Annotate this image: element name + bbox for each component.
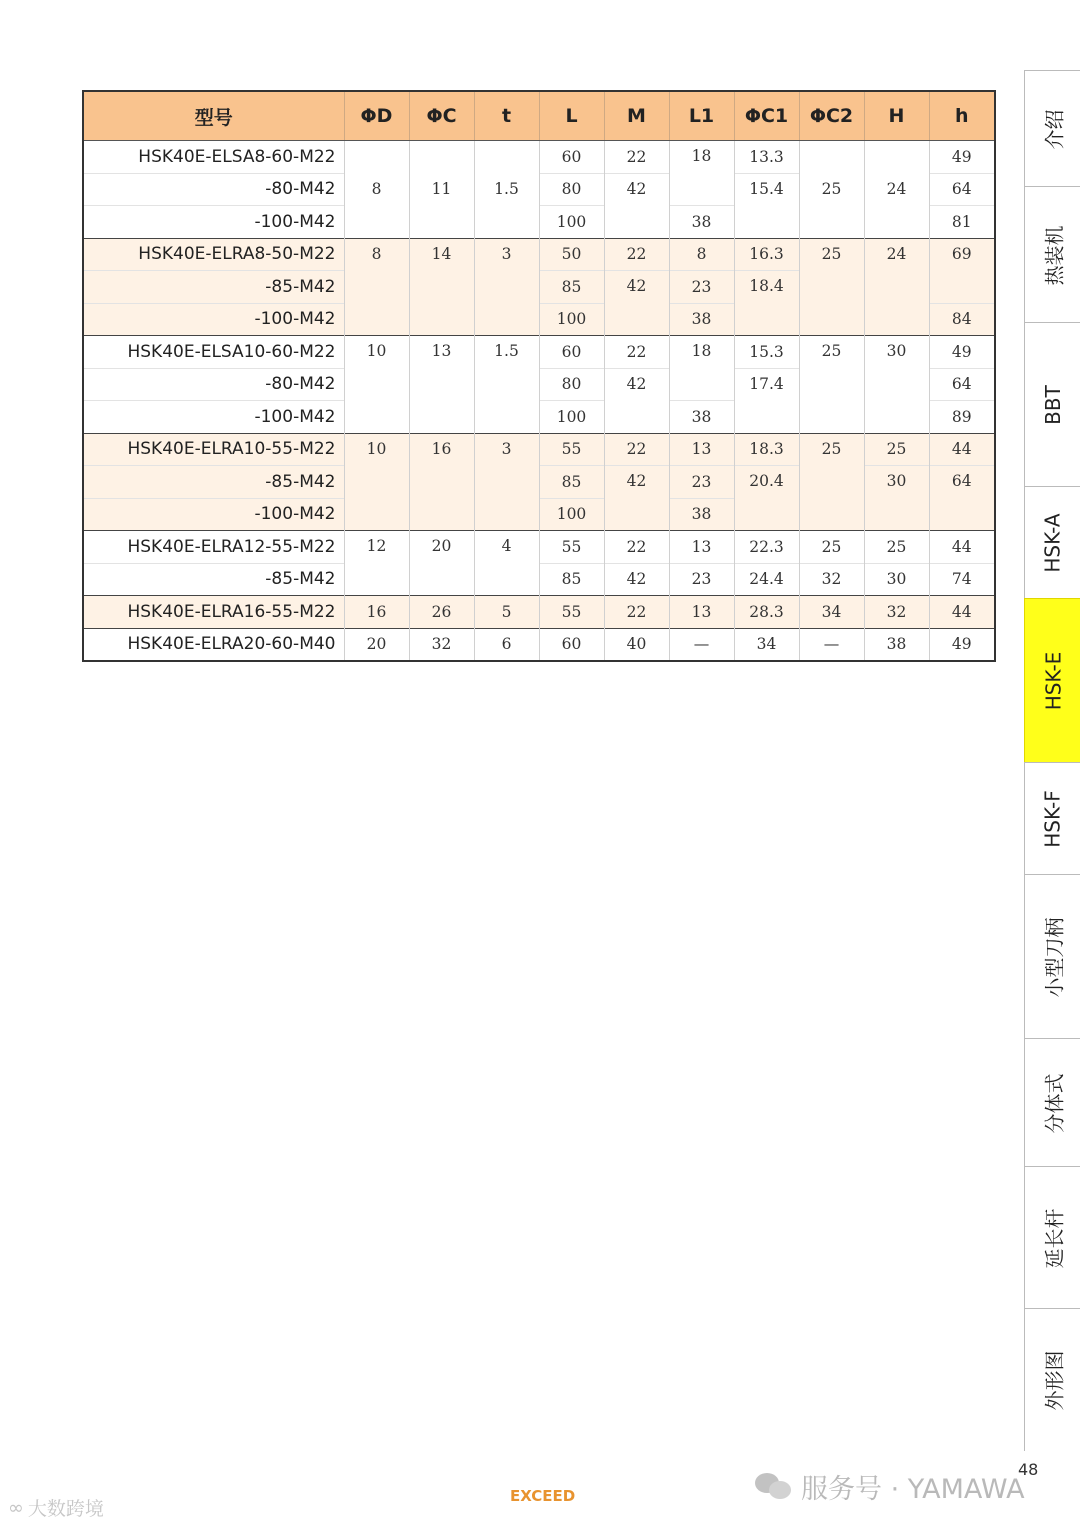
cell-h-lower: 49 bbox=[929, 628, 995, 661]
cell-c1: 16.3 bbox=[734, 238, 799, 271]
cell-m: 40 bbox=[604, 628, 669, 661]
cell-c2: 25 bbox=[799, 531, 864, 564]
tab-split-type[interactable] bbox=[1024, 1038, 1080, 1167]
cell-m: 22 bbox=[604, 531, 669, 564]
cell-l1: — bbox=[669, 628, 734, 661]
cell-c1: 15.4 bbox=[734, 173, 799, 238]
cell-l: 100 bbox=[539, 206, 604, 239]
cell-t: 1.5 bbox=[474, 141, 539, 239]
header-d: ΦD bbox=[344, 91, 409, 141]
tab-label: HSK-F bbox=[1041, 790, 1066, 848]
watermark-service bbox=[755, 1467, 1025, 1506]
cell-h-lower: 69 bbox=[929, 238, 995, 303]
model-cell: HSK40E-ELRA20-60-M40 bbox=[83, 628, 344, 661]
cell-l: 55 bbox=[539, 531, 604, 564]
cell-l1: 38 bbox=[669, 206, 734, 239]
header-h-upper: H bbox=[864, 91, 929, 141]
cell-m: 42 bbox=[604, 368, 669, 433]
cell-c: 32 bbox=[409, 628, 474, 661]
cell-l1: 38 bbox=[669, 303, 734, 336]
tab-label: BBT bbox=[1040, 385, 1065, 425]
cell-c2: 25 bbox=[799, 433, 864, 531]
cell-m: 22 bbox=[604, 141, 669, 174]
cell-c1: 24.4 bbox=[734, 563, 799, 596]
table-row bbox=[83, 596, 995, 629]
cell-t: 6 bbox=[474, 628, 539, 661]
cell-m: 22 bbox=[604, 433, 669, 466]
wechat-icon bbox=[755, 1473, 793, 1501]
header-m: M bbox=[604, 91, 669, 141]
cell-l1: 18 bbox=[669, 336, 734, 401]
cell-t: 3 bbox=[474, 238, 539, 336]
cell-m: 42 bbox=[604, 563, 669, 596]
cell-h-upper: 30 bbox=[864, 466, 929, 531]
cell-t: 3 bbox=[474, 433, 539, 531]
cell-d: 12 bbox=[344, 531, 409, 596]
cell-h-lower: 74 bbox=[929, 563, 995, 596]
cell-l1: 38 bbox=[669, 498, 734, 531]
infinity-icon: ∞ bbox=[8, 1496, 24, 1519]
cell-l: 60 bbox=[539, 141, 604, 174]
cell-c: 11 bbox=[409, 141, 474, 239]
watermark-left-text: 大数跨境 bbox=[27, 1498, 104, 1520]
cell-l: 100 bbox=[539, 303, 604, 336]
cell-h-lower: 49 bbox=[929, 336, 995, 369]
model-cell: HSK40E-ELRA12-55-M22 bbox=[83, 531, 344, 564]
tab-label: 小型刀柄 bbox=[1042, 917, 1067, 997]
cell-c: 20 bbox=[409, 531, 474, 596]
model-cell: -100-M42 bbox=[83, 498, 344, 531]
header-l1: L1 bbox=[669, 91, 734, 141]
cell-c2: 34 bbox=[799, 596, 864, 629]
table-row bbox=[83, 563, 995, 596]
spec-table bbox=[82, 90, 996, 662]
cell-l1: 8 bbox=[669, 238, 734, 271]
cell-h-lower: 44 bbox=[929, 531, 995, 564]
table-row bbox=[83, 238, 995, 271]
brand-logo: EXCEED bbox=[510, 1487, 576, 1505]
cell-c1: 20.4 bbox=[734, 466, 799, 531]
cell-l: 85 bbox=[539, 466, 604, 499]
model-cell: HSK40E-ELRA16-55-M22 bbox=[83, 596, 344, 629]
cell-l: 80 bbox=[539, 368, 604, 401]
cell-l1: 23 bbox=[669, 271, 734, 304]
cell-l1: 23 bbox=[669, 563, 734, 596]
cell-h-lower: 44 bbox=[929, 433, 995, 466]
cell-l: 80 bbox=[539, 173, 604, 206]
model-cell: HSK40E-ELSA10-60-M22 bbox=[83, 336, 344, 369]
tab-small-holder[interactable] bbox=[1024, 874, 1080, 1039]
cell-l1: 38 bbox=[669, 401, 734, 434]
cell-l: 60 bbox=[539, 336, 604, 369]
cell-l: 55 bbox=[539, 433, 604, 466]
cell-l1: 13 bbox=[669, 596, 734, 629]
cell-l: 85 bbox=[539, 271, 604, 304]
cell-t: 5 bbox=[474, 596, 539, 629]
tab-label: 介绍 bbox=[1042, 109, 1067, 149]
table-row bbox=[83, 336, 995, 369]
cell-c1: 34 bbox=[734, 628, 799, 661]
cell-m: 42 bbox=[604, 271, 669, 336]
cell-l: 85 bbox=[539, 563, 604, 596]
cell-h-lower: 64 bbox=[929, 466, 995, 531]
tab-label: 延长杆 bbox=[1042, 1208, 1067, 1268]
tab-shrink-machine[interactable] bbox=[1024, 186, 1080, 323]
cell-l: 100 bbox=[539, 401, 604, 434]
cell-h-upper: 24 bbox=[864, 141, 929, 239]
cell-m: 22 bbox=[604, 336, 669, 369]
cell-h-lower: 81 bbox=[929, 206, 995, 239]
tab-extension[interactable] bbox=[1024, 1166, 1080, 1309]
table-row bbox=[83, 433, 995, 466]
cell-d: 20 bbox=[344, 628, 409, 661]
cell-h-lower: 64 bbox=[929, 173, 995, 206]
cell-h-lower: 49 bbox=[929, 141, 995, 174]
cell-h-upper: 24 bbox=[864, 238, 929, 336]
cell-h-upper: 25 bbox=[864, 433, 929, 466]
cell-c1: 18.4 bbox=[734, 271, 799, 336]
cell-c1: 18.3 bbox=[734, 433, 799, 466]
cell-l1: 23 bbox=[669, 466, 734, 499]
cell-d: 10 bbox=[344, 336, 409, 434]
cell-h-upper: 30 bbox=[864, 563, 929, 596]
cell-c: 26 bbox=[409, 596, 474, 629]
cell-c1: 13.3 bbox=[734, 141, 799, 174]
tab-hsk-f[interactable] bbox=[1024, 762, 1080, 875]
tab-intro[interactable] bbox=[1024, 70, 1080, 187]
cell-l1: 18 bbox=[669, 141, 734, 206]
tab-hsk-a[interactable] bbox=[1024, 486, 1080, 599]
cell-l: 100 bbox=[539, 498, 604, 531]
cell-c: 13 bbox=[409, 336, 474, 434]
cell-m: 22 bbox=[604, 238, 669, 271]
header-c2: ΦC2 bbox=[799, 91, 864, 141]
cell-m: 22 bbox=[604, 596, 669, 629]
tab-label: HSK-E bbox=[1041, 651, 1066, 711]
cell-l: 60 bbox=[539, 628, 604, 661]
tab-label: HSK-A bbox=[1041, 513, 1065, 573]
cell-h-lower: 89 bbox=[929, 401, 995, 434]
header-c: ΦC bbox=[409, 91, 474, 141]
cell-h-lower: 84 bbox=[929, 303, 995, 336]
header-l: L bbox=[539, 91, 604, 141]
cell-h-upper: 25 bbox=[864, 531, 929, 564]
cell-l: 50 bbox=[539, 238, 604, 271]
header-t: t bbox=[474, 91, 539, 141]
cell-h-upper: 30 bbox=[864, 336, 929, 434]
cell-d: 8 bbox=[344, 141, 409, 239]
cell-l: 55 bbox=[539, 596, 604, 629]
cell-h-upper: 32 bbox=[864, 596, 929, 629]
model-cell: -100-M42 bbox=[83, 401, 344, 434]
model-cell: -85-M42 bbox=[83, 563, 344, 596]
tab-bbt[interactable] bbox=[1024, 322, 1080, 487]
cell-c1: 17.4 bbox=[734, 368, 799, 433]
model-cell: HSK40E-ELSA8-60-M22 bbox=[83, 141, 344, 174]
cell-m: 42 bbox=[604, 466, 669, 531]
table-row bbox=[83, 531, 995, 564]
cell-c: 14 bbox=[409, 238, 474, 336]
tab-label: 外形图 bbox=[1042, 1350, 1067, 1410]
model-cell: -100-M42 bbox=[83, 206, 344, 239]
cell-l1: 13 bbox=[669, 531, 734, 564]
cell-c2: 25 bbox=[799, 141, 864, 239]
model-cell: -85-M42 bbox=[83, 271, 344, 304]
tab-hsk-e[interactable] bbox=[1024, 598, 1080, 763]
cell-c1: 22.3 bbox=[734, 531, 799, 564]
tab-outline-drawing[interactable] bbox=[1024, 1308, 1080, 1451]
cell-c2: 25 bbox=[799, 238, 864, 336]
cell-c2: 32 bbox=[799, 563, 864, 596]
cell-c: 16 bbox=[409, 433, 474, 531]
header-row bbox=[83, 91, 995, 141]
cell-c2: 25 bbox=[799, 336, 864, 434]
cell-c1: 15.3 bbox=[734, 336, 799, 369]
cell-d: 10 bbox=[344, 433, 409, 531]
cell-l1: 13 bbox=[669, 433, 734, 466]
page-number: 48 bbox=[1018, 1460, 1039, 1479]
cell-h-lower: 44 bbox=[929, 596, 995, 629]
cell-c1: 28.3 bbox=[734, 596, 799, 629]
model-cell: HSK40E-ELRA10-55-M22 bbox=[83, 433, 344, 466]
watermark-left bbox=[8, 1494, 104, 1521]
tab-label: 热装机 bbox=[1042, 225, 1067, 285]
tab-label: 分体式 bbox=[1042, 1073, 1067, 1133]
header-c1: ΦC1 bbox=[734, 91, 799, 141]
model-cell: -85-M42 bbox=[83, 466, 344, 499]
header-h-lower: h bbox=[929, 91, 995, 141]
table-row bbox=[83, 628, 995, 661]
cell-m: 42 bbox=[604, 173, 669, 238]
cell-t: 1.5 bbox=[474, 336, 539, 434]
model-cell: -80-M42 bbox=[83, 173, 344, 206]
header-model: 型号 bbox=[83, 91, 344, 141]
cell-d: 16 bbox=[344, 596, 409, 629]
cell-t: 4 bbox=[474, 531, 539, 596]
cell-h-upper: 38 bbox=[864, 628, 929, 661]
cell-c2: — bbox=[799, 628, 864, 661]
model-cell: HSK40E-ELRA8-50-M22 bbox=[83, 238, 344, 271]
cell-h-lower: 64 bbox=[929, 368, 995, 401]
model-cell: -100-M42 bbox=[83, 303, 344, 336]
model-cell: -80-M42 bbox=[83, 368, 344, 401]
cell-d: 8 bbox=[344, 238, 409, 336]
side-tab-navigation bbox=[1024, 70, 1080, 1450]
watermark-service-text: 服务号 · YAMAWA bbox=[801, 1474, 1025, 1505]
table-row bbox=[83, 141, 995, 174]
